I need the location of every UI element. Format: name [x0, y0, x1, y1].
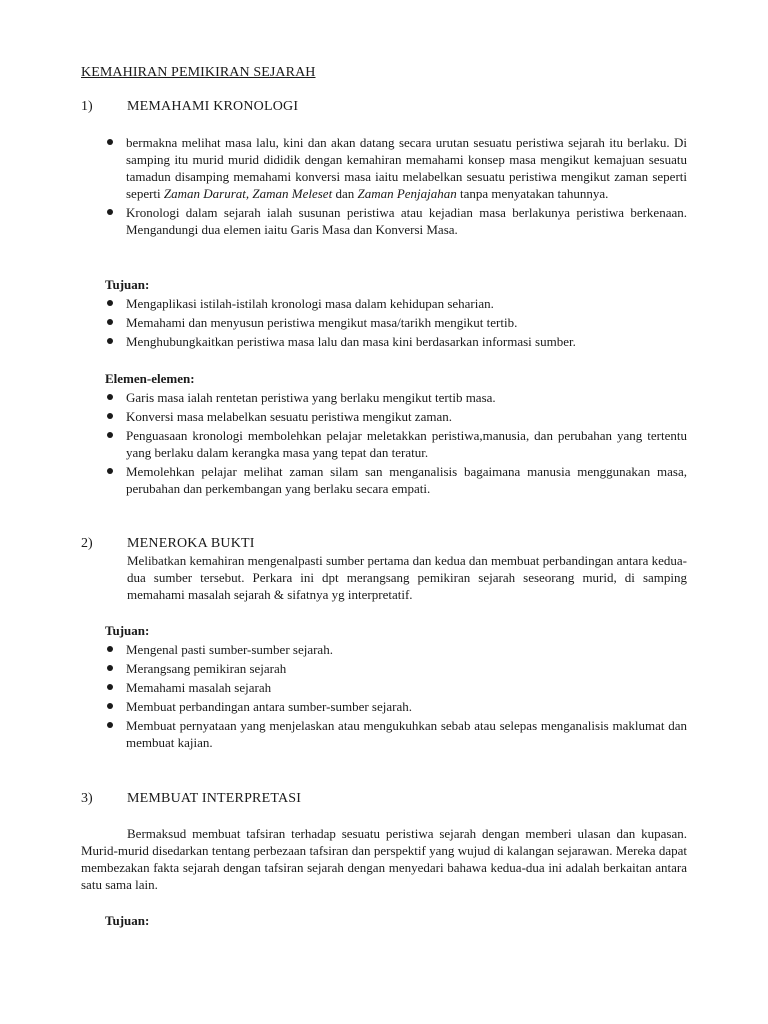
elemen-label: Elemen-elemen: [105, 371, 195, 386]
tujuan-label: Tujuan: [105, 277, 150, 292]
section-3-tujuan [105, 912, 687, 931]
list-item: Memahami dan menyusun peristiwa mengikut masa/tarikh mengikut tertib. [105, 314, 687, 331]
document-title: KEMAHIRAN PEMIKIRAN SEJARAH [81, 65, 316, 80]
section-2-description: Melibatkan kemahiran mengenalpasti sumber pertama dan kedua dan membuat perbandingan antara kedua-dua sumber tersebut. Perkara ini dpt merangsang pemikiran sejarah seseorang murid, di samping memahami masalah sejarah & sifatnya yg interpretatif. [127, 553, 687, 602]
section-1-elemen [105, 370, 687, 499]
list-item: Garis masa ialah rentetan peristiwa yang berlaku mengikut tertib masa. [105, 389, 687, 406]
list-item: Menghubungkaitkan peristiwa masa lalu dan masa kini berdasarkan informasi sumber. [105, 333, 687, 350]
list-item: Memahami masalah sejarah [105, 679, 687, 696]
list-item: Mengenal pasti sumber-sumber sejarah. [105, 641, 687, 658]
list-item: Mengaplikasi istilah-istilah kronologi masa dalam kehidupan seharian. [105, 295, 687, 312]
tujuan-label: Tujuan: [105, 623, 150, 638]
list-item: Penguasaan kronologi membolehkan pelajar meletakkan peristiwa,manusia, dan perubahan yang tertentu yang berlaku dalam kerangka masa yang tepat dan teratur. [105, 427, 687, 461]
section-2-tujuan [105, 622, 687, 753]
list-item: Konversi masa melabelkan sesuatu peristiwa mengikut zaman. [105, 408, 687, 425]
section-2-heading [81, 535, 255, 552]
list-item: Membuat perbandingan antara sumber-sumber sejarah. [105, 698, 687, 715]
section-1-title: MEMAHAMI KRONOLOGI [127, 99, 299, 114]
section-2-number: 2) [81, 536, 93, 551]
section-2-title: MENEROKA BUKTI [127, 536, 255, 551]
list-item: Membuat pernyataan yang menjelaskan atau mengukuhkan sebab atau selepas menganalisis maklumat dan membuat kajian. [105, 717, 687, 751]
section-1-intro [105, 134, 687, 240]
list-item: Kronologi dalam sejarah ialah susunan peristiwa atau kejadian masa berlakunya peristiwa berkenaan. Mengandungi dua elemen iaitu Garis Masa dan Konversi Masa. [105, 204, 687, 238]
tujuan-label: Tujuan: [105, 913, 150, 928]
section-1-tujuan [105, 276, 687, 352]
section-3-title: MEMBUAT INTERPRETASI [127, 791, 302, 806]
section-3-heading [81, 790, 301, 807]
section-3-description: Bermaksud membuat tafsiran terhadap sesuatu peristiwa sejarah dengan memberi ulasan dan kupasan. Murid-murid disedarkan tentang perbezaan tafsiran dan perspektif yang wujud di kalangan sejarawan. Mereka dapat membezakan fakta sejarah dengan tafsiran sejarah dengan menyedari bahawa kedua-dua ini adalah berkaitan antara satu sama lain. [81, 826, 687, 892]
list-item: Merangsang pemikiran sejarah [105, 660, 687, 677]
section-3-number: 3) [81, 791, 93, 806]
list-item: Memolehkan pelajar melihat zaman silam san menganalisis bagaimana manusia menggunakan masa, perubahan dan perkembangan yang berlaku secara empati. [105, 463, 687, 497]
section-1-heading [81, 98, 298, 115]
section-1-number: 1) [81, 99, 93, 114]
list-item: bermakna melihat masa lalu, kini dan akan datang secara urutan sesuatu peristiwa sejarah itu berlaku. Di samping itu murid murid dididik dengan kemahiran memahami konsep masa mengikut kemajuan sesuatu tamadun disamping memahami konversi masa iaitu melabelkan sesuatu peristiwa mengikut zaman seperti seperti Zaman Darurat, Zaman Meleset dan Zaman Penjajahan tanpa menyatakan tahunnya. [105, 134, 687, 202]
